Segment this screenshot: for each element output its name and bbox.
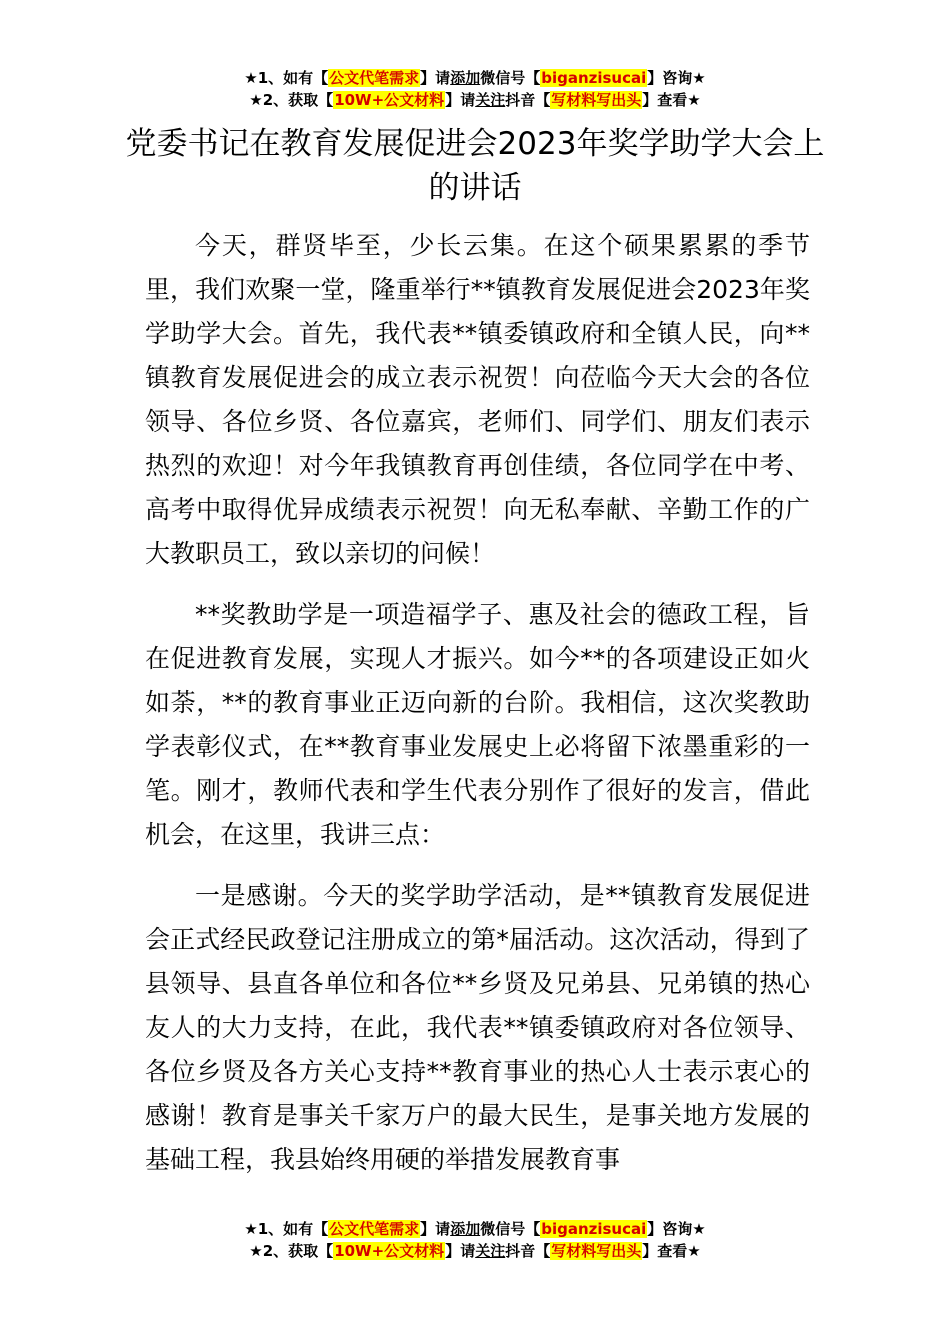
promo-text: 】咨询★	[647, 69, 706, 87]
promo-highlight: 10W+公文材料	[334, 91, 445, 109]
promo-line-1	[0, 1218, 950, 1240]
promo-highlight: biganzisucai	[541, 1220, 647, 1238]
promo-text: 抖音【	[505, 1242, 551, 1260]
document-body	[145, 224, 810, 1199]
promo-text: ★2、获取【	[249, 91, 334, 109]
promo-text: 】查看★	[642, 91, 701, 109]
promo-text: 微信号【	[480, 1220, 541, 1238]
promo-highlight: 公文代笔需求	[329, 1220, 420, 1238]
promo-underlined: 添加	[450, 1220, 481, 1238]
promo-highlight: biganzisucai	[541, 69, 647, 87]
promo-highlight: 10W+公文材料	[334, 1242, 445, 1260]
promo-highlight: 写材料写出头	[551, 1242, 642, 1260]
promo-banner-bottom	[0, 1218, 950, 1262]
promo-text: 】咨询★	[647, 1220, 706, 1238]
promo-line-1	[0, 67, 950, 89]
promo-text: 抖音【	[505, 91, 551, 109]
promo-text: 】请	[420, 69, 451, 87]
paragraph: 今天，群贤毕至，少长云集。在这个硕果累累的季节里，我们欢聚一堂，隆重举行**镇教育发展促进会2023年奖学助学大会。首先，我代表**镇委镇政府和全镇人民，向**镇教育发展促进会的成立表示祝贺！向莅临今天大会的各位领导、各位乡贤、各位嘉宾，老师们、同学们、朋友们表示热烈的欢迎！对今年我镇教育再创佳绩，各位同学在中考、高考中取得优异成绩表示祝贺！向无私奉献、辛勤工作的广大教职员工，致以亲切的问候！	[145, 231, 810, 568]
promo-line-2	[0, 89, 950, 111]
promo-banner-top	[0, 67, 950, 111]
promo-underlined: 添加	[450, 69, 481, 87]
promo-highlight: 公文代笔需求	[329, 69, 420, 87]
promo-underlined: 关注	[475, 91, 506, 109]
document-title: 党委书记在教育发展促进会2023年奖学助学大会上的讲话	[125, 126, 825, 206]
promo-text: ★2、获取【	[249, 1242, 334, 1260]
promo-text: ★1、如有【	[244, 1220, 329, 1238]
promo-text: ★1、如有【	[244, 69, 329, 87]
promo-line-2	[0, 1240, 950, 1262]
promo-text: 】请	[420, 1220, 451, 1238]
promo-text: 微信号【	[480, 69, 541, 87]
promo-text: 】查看★	[642, 1242, 701, 1260]
paragraph: **奖教助学是一项造福学子、惠及社会的德政工程，旨在促进教育发展，实现人才振兴。如今**的各项建设正如火如荼，**的教育事业正迈向新的台阶。我相信，这次奖教助学表彰仪式，在**教育事业发展史上必将留下浓墨重彩的一笔。刚才，教师代表和学生代表分别作了很好的发言，借此机会，在这里，我讲三点：	[145, 600, 810, 849]
paragraph: 一是感谢。今天的奖学助学活动，是**镇教育发展促进会正式经民政登记注册成立的第*届活动。这次活动，得到了县领导、县直各单位和各位**乡贤及兄弟县、兄弟镇的热心友人的大力支持，在此，我代表**镇委镇政府对各位领导、各位乡贤及各方关心支持**教育事业的热心人士表示衷心的感谢！教育是事关千家万户的最大民生，是事关地方发展的基础工程，我县始终用硬的举措发展教育事	[145, 881, 810, 1174]
promo-text: 】请	[445, 1242, 476, 1260]
promo-text: 】请	[445, 91, 476, 109]
promo-underlined: 关注	[475, 1242, 506, 1260]
promo-highlight: 写材料写出头	[551, 91, 642, 109]
